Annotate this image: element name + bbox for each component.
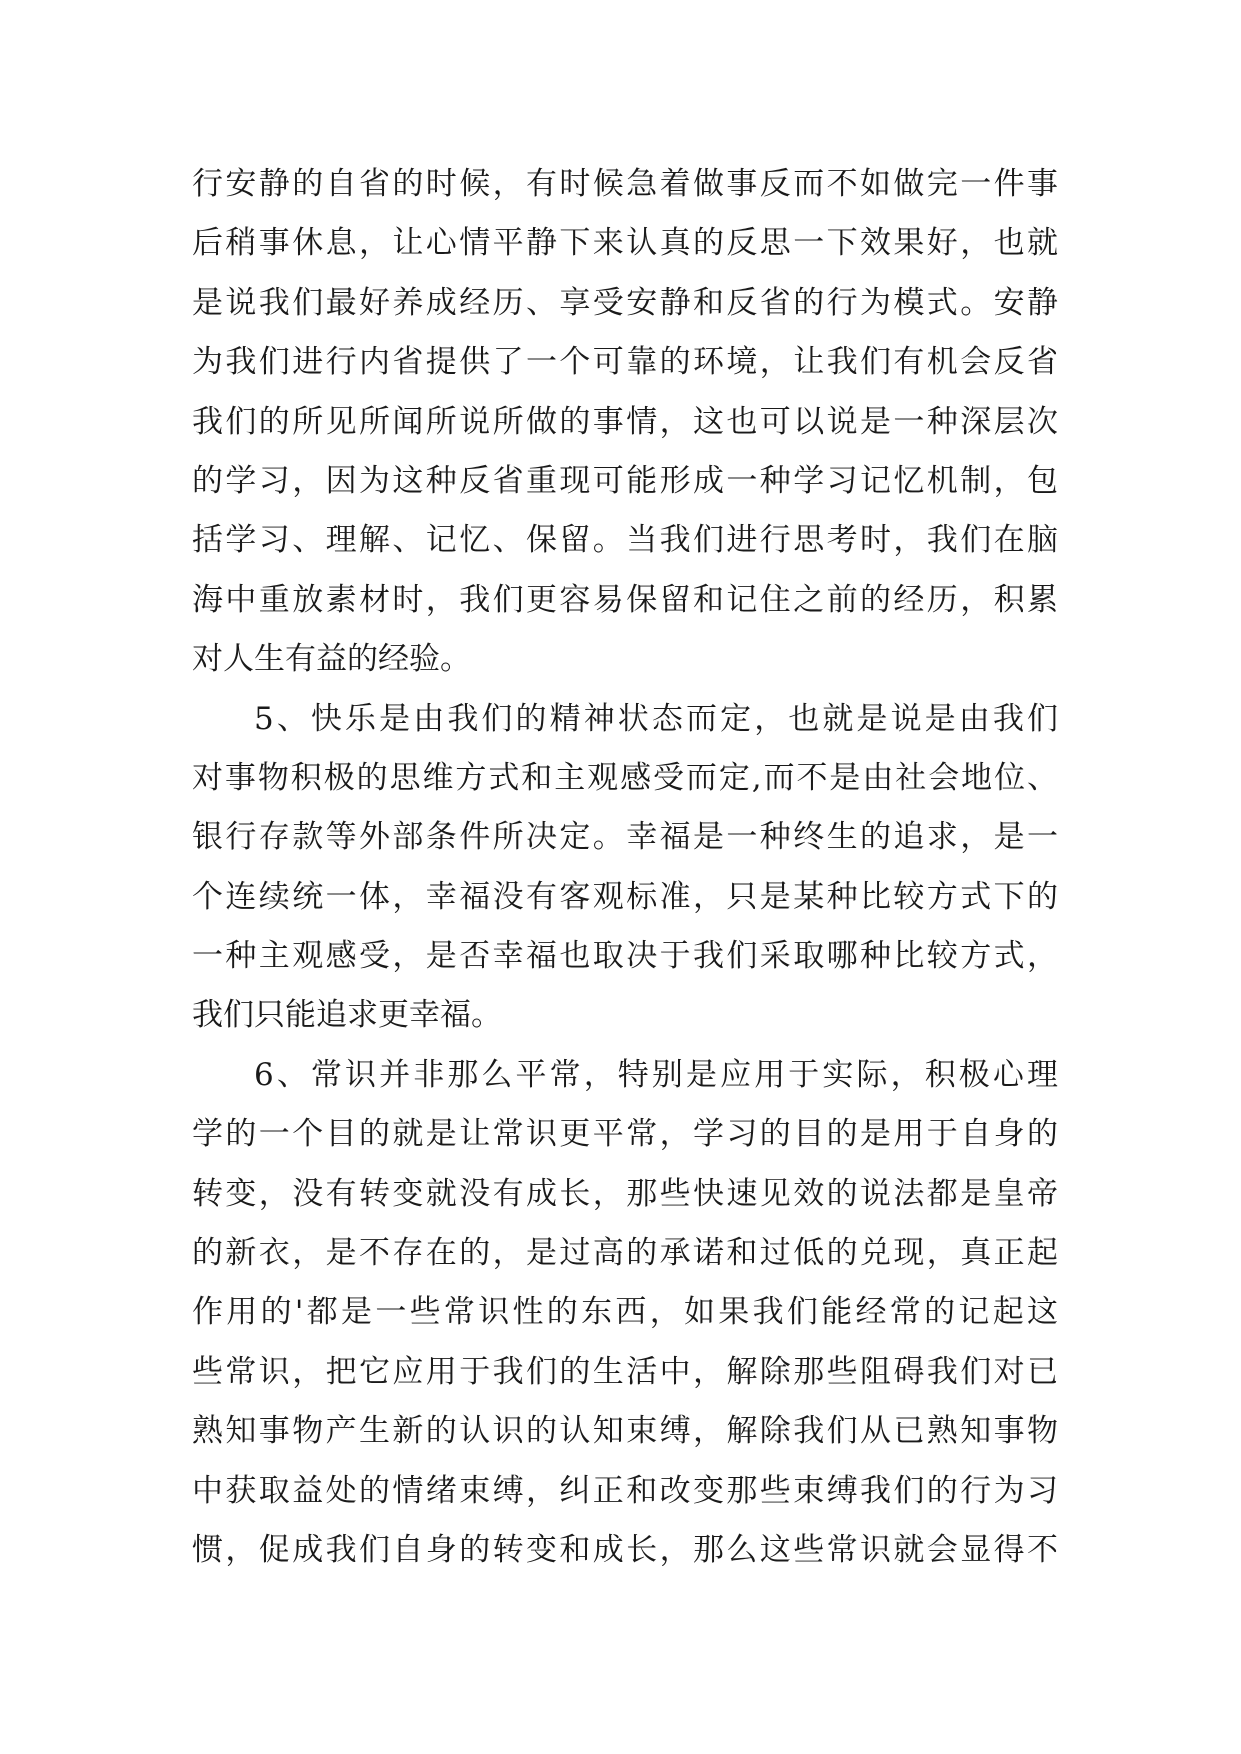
text-line: 6、常识并非那么平常，特别是应用于实际，积极心理 — [254, 1056, 1058, 1093]
body-text — [192, 155, 1058, 1580]
text-line: 是说我们最好养成经历、享受安静和反省的行为模式。安静 — [192, 284, 1058, 321]
text-line: 行安静的自省的时候，有时候急着做事反而不如做完一件事 — [192, 166, 1058, 202]
text-line: 作用的'都是一些常识性的东西，如果我们能经常的记起这 — [192, 1294, 1058, 1331]
text-line: 惯，促成我们自身的转变和成长，那么这些常识就会显得不 — [192, 1531, 1058, 1568]
text-line: 5、快乐是由我们的精神状态而定，也就是说是由我们 — [254, 700, 1058, 737]
text-line: 些常识，把它应用于我们的生活中，解除那些阻碍我们对已 — [192, 1353, 1058, 1390]
text-line: 括学习、理解、记忆、保留。当我们进行思考时，我们在脑 — [192, 522, 1058, 559]
text-line: 转变，没有转变就没有成长，那些快速见效的说法都是皇帝 — [192, 1175, 1058, 1212]
text-line: 熟知事物产生新的认识的认知束缚，解除我们从已熟知事物 — [192, 1413, 1058, 1450]
text-line: 对人生有益的经验。 — [192, 641, 471, 678]
text-line: 个连续统一体，幸福没有客观标准，只是某种比较方式下的 — [192, 878, 1058, 915]
text-line: 的新衣，是不存在的，是过高的承诺和过低的兑现，真正起 — [192, 1235, 1058, 1272]
text-line: 海中重放素材时，我们更容易保留和记住之前的经历，积累 — [192, 581, 1058, 618]
text-line: 一种主观感受，是否幸福也取决于我们采取哪种比较方式， — [192, 938, 1058, 975]
text-line: 学的一个目的就是让常识更平常，学习的目的是用于自身的 — [192, 1116, 1058, 1153]
text-line: 银行存款等外部条件所决定。幸福是一种终生的追求，是一 — [192, 819, 1058, 856]
text-line: 对事物积极的思维方式和主观感受而定,而不是由社会地位、 — [192, 759, 1058, 796]
text-line: 我们只能追求更幸福。 — [192, 997, 502, 1034]
text-line: 的学习，因为这种反省重现可能形成一种学习记忆机制，包 — [192, 462, 1058, 499]
text-line: 我们的所见所闻所说所做的事情，这也可以说是一种深层次 — [192, 403, 1058, 440]
text-line: 为我们进行内省提供了一个可靠的环境，让我们有机会反省 — [192, 344, 1058, 381]
text-line: 后稍事休息，让心情平静下来认真的反思一下效果好，也就 — [192, 225, 1058, 262]
text-line: 中获取益处的情绪束缚，纠正和改变那些束缚我们的行为习 — [192, 1472, 1058, 1509]
